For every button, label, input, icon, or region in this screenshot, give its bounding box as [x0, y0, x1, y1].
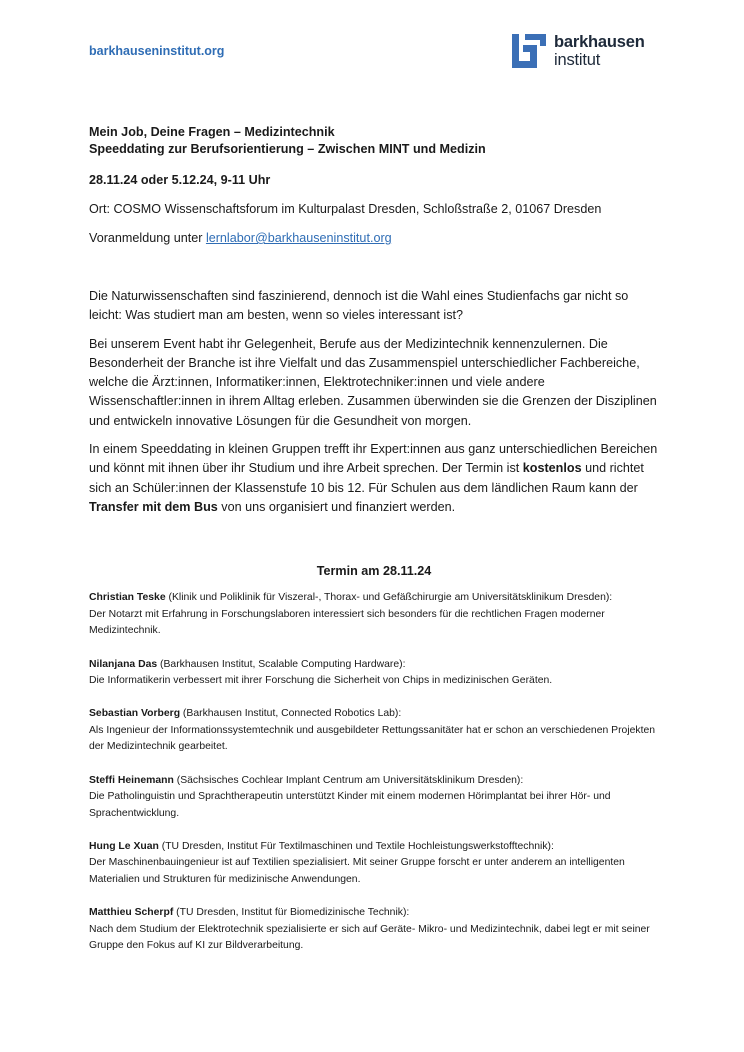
p3-part2: und richtet sich an Schüler:innen der Klassenstufe 10 bis 12. Für Schulen aus dem ländlichen Raum kann der [89, 461, 644, 495]
speaker-item [89, 905, 659, 955]
event-title-line1: Mein Job, Deine Fragen – Medizintechnik [89, 125, 335, 139]
logo-text-line1: barkhausen [554, 33, 645, 51]
document-content [89, 124, 659, 971]
speaker-description: Die Informatikerin verbessert mit ihrer Forschung die Sicherheit von Chips in medizinischen Geräten. [89, 675, 553, 687]
p3-part3: von uns organisiert und finanziert werden. [217, 499, 456, 514]
speaker-item [89, 590, 659, 640]
speaker-item [89, 773, 659, 823]
paragraph-speeddating [89, 440, 659, 517]
speaker-item [89, 706, 659, 756]
speaker-affiliation: (TU Dresden, Institut Für Textilmaschinen und Textile Hochleistungswerkstofftechnik): [158, 840, 554, 852]
site-url-link[interactable]: barkhauseninstitut.org [89, 44, 225, 58]
event-location: Ort: COSMO Wissenschaftsforum im Kulturpalast Dresden, Schloßstraße 2, 01067 Dresden [89, 202, 602, 216]
speaker-name: Hung Le Xuan [89, 840, 159, 852]
speaker-affiliation: (Barkhausen Institut, Scalable Computing Hardware): [157, 658, 406, 670]
p3-part1: In einem Speeddating in kleinen Gruppen trefft ihr Expert:innen aus ganz unterschiedlichen Bereichen und könnt mit ihnen über ihr Studium und ihre Arbeit sprechen. Der Termin ist [89, 442, 658, 476]
barkhausen-logo [511, 33, 645, 69]
speaker-item [89, 839, 659, 889]
event-title-line2: Speeddating zur Berufsorientierung – Zwischen MINT und Medizin [89, 142, 486, 156]
speaker-affiliation: (Klinik und Poliklinik für Viszeral-, Thorax- und Gefäßchirurgie am Universitätsklinikum Dresden): [165, 592, 613, 604]
event-registration [89, 230, 659, 247]
barkhausen-logo-mark-icon [511, 33, 547, 69]
event-title [89, 124, 659, 158]
speaker-affiliation: (TU Dresden, Institut für Biomedizinische Technik): [173, 907, 410, 919]
logo-text-line2: institut [554, 50, 601, 69]
speaker-name: Christian Teske [89, 592, 166, 604]
speaker-list [89, 590, 659, 955]
speaker-description: Nach dem Studium der Elektrotechnik spezialisierte er sich auf Geräte- Mikro- und Medizintechnik, dabei legt er mit seiner Gruppe den Fokus auf KI zur Bildverarbeitung. [89, 923, 650, 952]
speaker-name: Matthieu Scherpf [89, 907, 174, 919]
registration-email-link[interactable]: lernlabor@barkhauseninstitut.org [205, 231, 392, 245]
speaker-description: Als Ingenieur der Informationssystemtechnik und ausgebildeter Rettungssanitäter hat er schon an verschiedenen Projekten der Medizintechnik gearbeitet. [89, 724, 656, 753]
speaker-affiliation: (Barkhausen Institut, Connected Robotics Lab): [180, 708, 402, 720]
speaker-description: Der Maschinenbauingenieur ist auf Textilien spezialisiert. Mit seiner Gruppe forscht er unter anderem an intelligenten Materialien und Strukturen für medizinische Anwendungen. [89, 857, 625, 885]
paragraph-event: Bei unserem Event habt ihr Gelegenheit, Berufe aus der Medizintechnik kennenzulernen. Die Besonderheit der Branche ist ihre Vielfalt und das Zusammenspiel unterschiedlicher Fachbereiche, welche die Ärzt:innen, Informatiker:innen, Elektrotechniker:innen und viele andere Wissenschaftler:innen in ihrem Alltag erleben. Zusammen überwinden sie die Grenzen der Disziplinen und entwickeln innovative Lösungen für die Gesundheit von morgen. [89, 336, 657, 428]
speaker-name: Steffi Heinemann [89, 774, 174, 786]
p3-bold-bus: Transfer mit dem Bus [89, 499, 218, 514]
speaker-affiliation: (Sächsisches Cochlear Implant Centrum am Universitätsklinikum Dresden): [173, 774, 524, 786]
speaker-item [89, 657, 659, 690]
termin-title: Termin am 28.11.24 [316, 564, 432, 579]
event-dates: 28.11.24 oder 5.12.24, 9-11 Uhr [89, 173, 271, 187]
speaker-description: Die Patholinguistin und Sprachtherapeutin unterstützt Kinder mit einem modernen Hörimplantat bei ihrer Hör- und Sprachentwicklung. [89, 791, 611, 819]
speaker-name: Sebastian Vorberg [89, 708, 181, 720]
paragraph-intro: Die Naturwissenschaften sind faszinierend, dennoch ist die Wahl eines Studienfachs gar nicht so leicht: Was studiert man am besten, wenn so vieles interessant ist? [89, 289, 629, 323]
registration-prefix: Voranmeldung unter [89, 231, 206, 245]
p3-bold-free: kostenlos [522, 461, 582, 476]
speaker-name: Nilanjana Das [89, 658, 158, 670]
speaker-description: Der Notarzt mit Erfahrung in Forschungslaboren interessiert sich besonders für die rechtlichen Fragen moderner Medizintechnik. [89, 608, 605, 637]
